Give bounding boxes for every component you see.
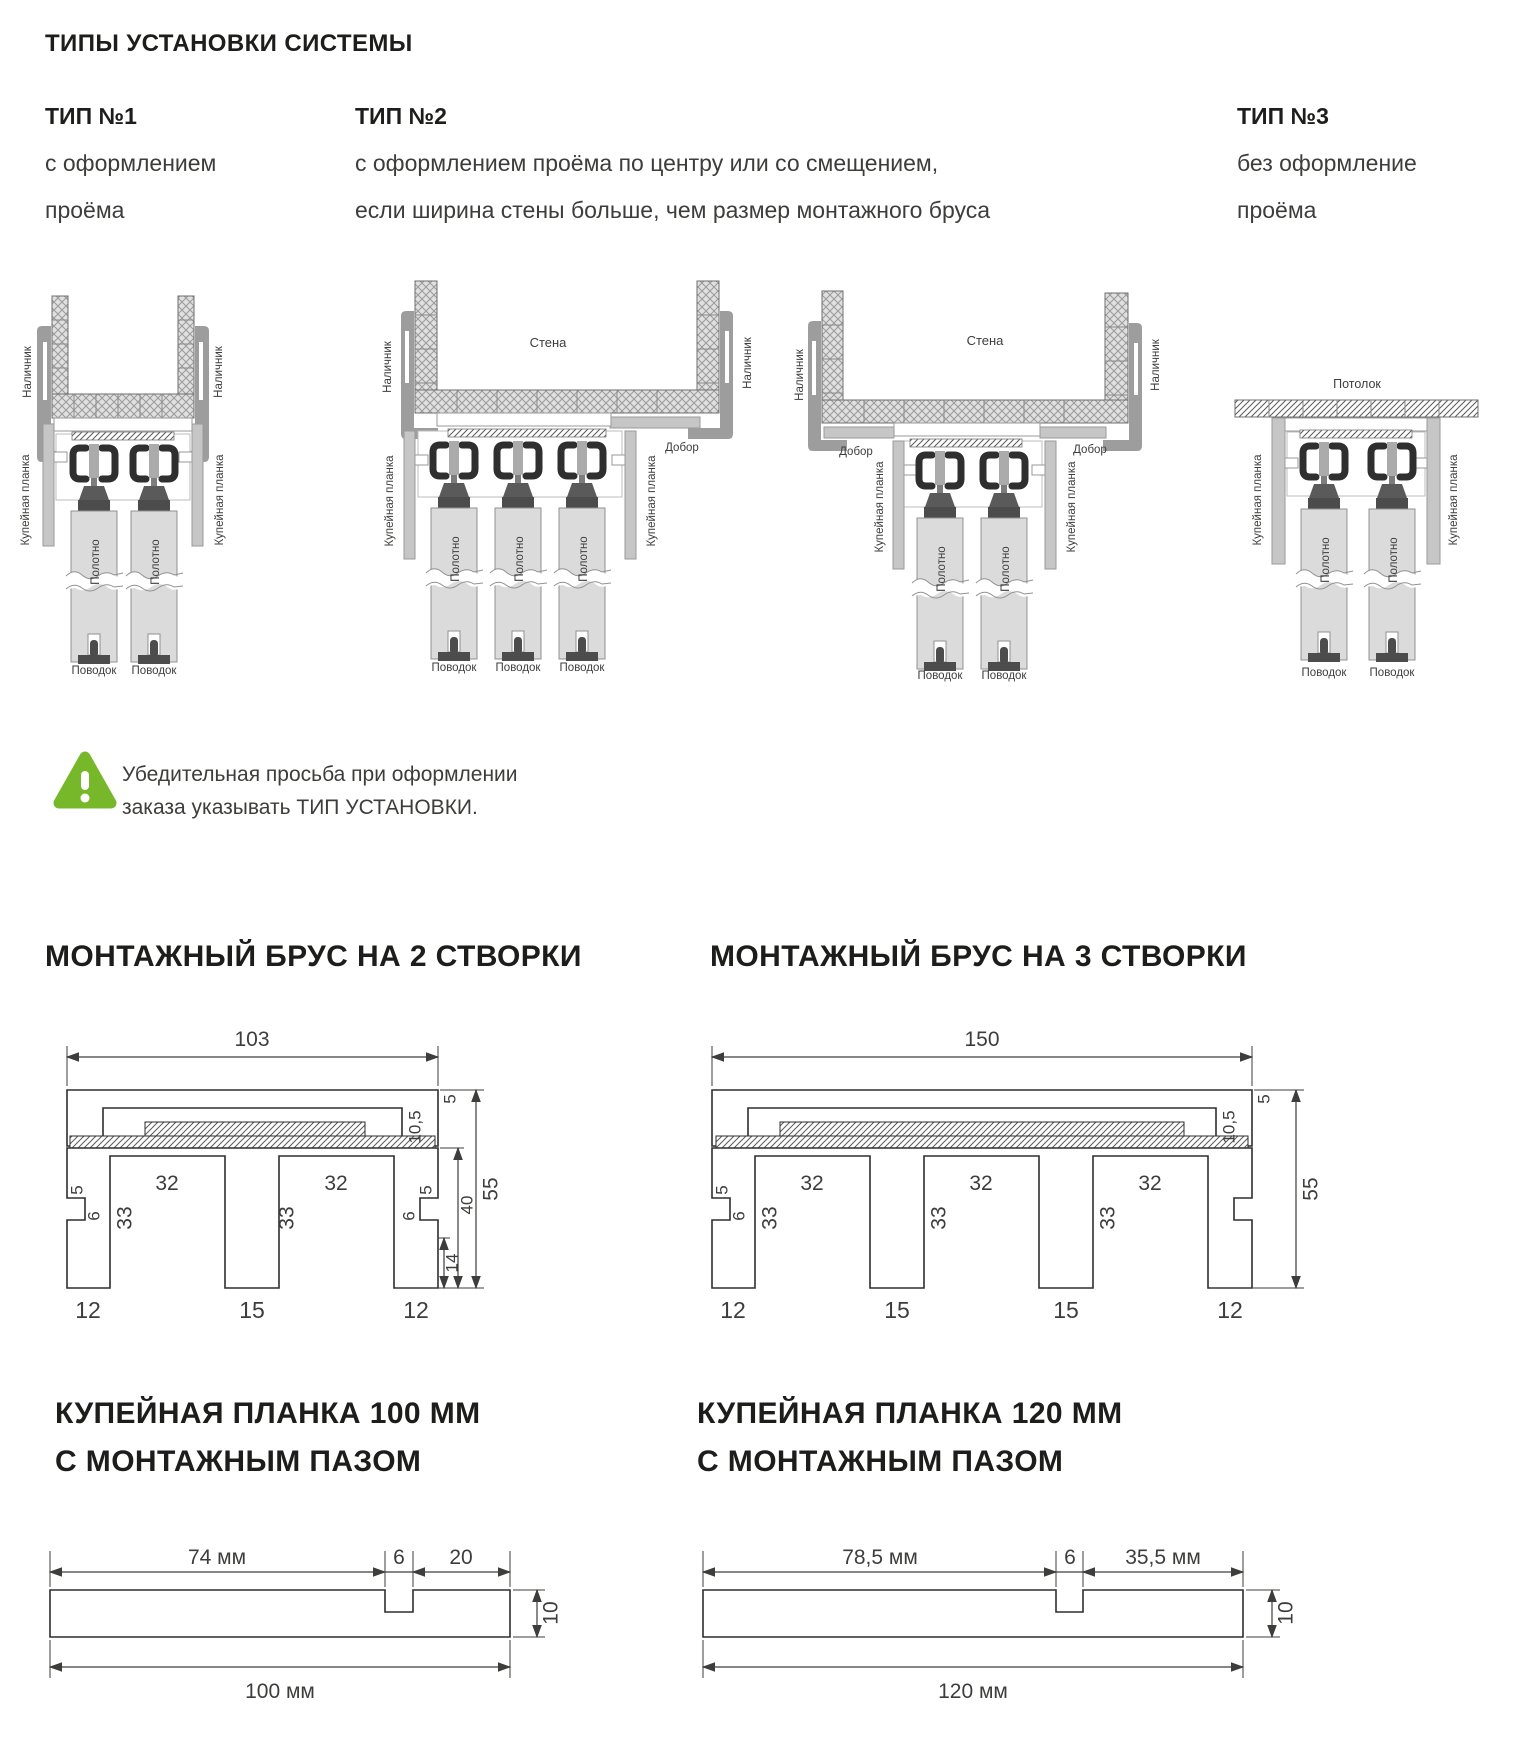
diagram-type2-offset bbox=[790, 255, 1175, 685]
dim-leg-left: 12 bbox=[75, 1297, 101, 1323]
kupe-strip-left bbox=[893, 441, 904, 569]
door-unit bbox=[490, 441, 547, 661]
dim-depth-2: 33 bbox=[927, 1206, 951, 1230]
brus2-drawing bbox=[40, 1000, 560, 1340]
type-2-block bbox=[355, 103, 1095, 234]
fixing-tab-right bbox=[179, 452, 192, 462]
nalichnik-label: Наличник bbox=[213, 346, 226, 398]
kupe-planka-label: Купейная планка bbox=[1066, 461, 1079, 553]
warning-icon bbox=[52, 750, 118, 816]
door-unit bbox=[1364, 442, 1421, 662]
planka120-heading bbox=[697, 1390, 1123, 1486]
dim-groove: 6 bbox=[1064, 1546, 1076, 1569]
mechanism-housing bbox=[902, 441, 1042, 507]
nalichnik-label: Наличник bbox=[1150, 339, 1163, 391]
povodok-label: Поводок bbox=[495, 662, 541, 674]
kupe-strip-right bbox=[1427, 418, 1440, 564]
kupe-planka-label: Купейная планка bbox=[384, 455, 397, 547]
door-unit bbox=[426, 441, 483, 661]
brus3-drawing bbox=[648, 1000, 1348, 1340]
planka120-heading-line1: КУПЕЙНАЯ ПЛАНКА 120 ММ bbox=[697, 1397, 1123, 1430]
dim-channel-3: 32 bbox=[1138, 1172, 1162, 1195]
nalichnik-label: Наличник bbox=[794, 349, 807, 401]
fixing-tab-right bbox=[1032, 465, 1045, 475]
fixing-tab-left bbox=[54, 452, 67, 462]
povodok-label: Поводок bbox=[1369, 667, 1415, 679]
diagram-type3 bbox=[1230, 330, 1510, 690]
wall-section bbox=[415, 281, 719, 413]
kupe-planka-label: Купейная планка bbox=[1252, 454, 1265, 546]
type-1-description bbox=[45, 140, 325, 234]
planka100-drawing bbox=[40, 1545, 600, 1735]
kupe-strip-right bbox=[1045, 441, 1056, 569]
dim-step: 10,5 bbox=[1219, 1110, 1239, 1144]
dim-plate: 5 bbox=[440, 1094, 460, 1104]
kupe-strip-right bbox=[625, 431, 636, 559]
door-unit bbox=[1296, 442, 1353, 662]
dim-right: 20 bbox=[449, 1546, 473, 1569]
povodok-label: Поводок bbox=[71, 665, 117, 677]
type-2-heading: ТИП №2 bbox=[355, 103, 447, 129]
type-1-heading: ТИП №1 bbox=[45, 103, 137, 129]
dim-depth-right: 33 bbox=[275, 1206, 299, 1230]
dim-notch-h: 6 bbox=[399, 1211, 419, 1221]
door-unit bbox=[976, 451, 1033, 671]
warning-line2: заказа указывать ТИП УСТАНОВКИ. bbox=[122, 796, 478, 819]
dobor-strip-left bbox=[824, 427, 894, 438]
dim-total-height: 55 bbox=[1299, 1177, 1323, 1201]
fixing-tab-right bbox=[612, 455, 625, 465]
dim-depth-left: 33 bbox=[113, 1206, 137, 1230]
brus2-heading: МОНТАЖНЫЙ БРУС НА 2 СТВОРКИ bbox=[45, 940, 582, 973]
dim-total: 120 мм bbox=[938, 1680, 1008, 1703]
povodok-label: Поводок bbox=[917, 670, 963, 682]
dim-total: 100 мм bbox=[245, 1680, 315, 1703]
dobor-strip-right bbox=[1040, 427, 1106, 438]
door-unit bbox=[554, 441, 611, 661]
dim-total-width: 150 bbox=[964, 1028, 1000, 1051]
nalichnik-label: Наличник bbox=[742, 337, 755, 389]
wall-section bbox=[822, 291, 1128, 423]
type-1-desc-line2: проёма bbox=[45, 197, 125, 223]
povodok-label: Поводок bbox=[981, 670, 1027, 682]
dim-body-height: 40 bbox=[457, 1195, 477, 1215]
kupe-planka-label: Купейная планка bbox=[1448, 454, 1461, 546]
dim-channel-right: 32 bbox=[324, 1172, 348, 1195]
track-plate bbox=[437, 413, 611, 426]
exclamation-bar bbox=[81, 771, 89, 790]
warning-line1: Убедительная просьба при оформлении bbox=[122, 763, 518, 786]
type-1-block bbox=[45, 103, 325, 234]
dim-step: 10,5 bbox=[405, 1110, 425, 1144]
dim-right: 35,5 мм bbox=[1125, 1546, 1201, 1569]
diagram-type1 bbox=[10, 258, 240, 683]
type-1-desc-line1: с оформлением bbox=[45, 150, 217, 176]
planka100-profile bbox=[50, 1590, 510, 1637]
nalichnik-label: Наличник bbox=[382, 341, 395, 393]
dim-notch-h: 6 bbox=[84, 1211, 104, 1221]
dim-channel-2: 32 bbox=[969, 1172, 993, 1195]
kupe-planka-label: Купейная планка bbox=[214, 454, 227, 546]
nalichnik-label: Наличник bbox=[22, 346, 35, 398]
dim-thickness: 10 bbox=[1274, 1601, 1298, 1625]
planka120-profile bbox=[703, 1590, 1243, 1637]
type-2-desc-line2: если ширина стены больше, чем размер монтажного бруса bbox=[355, 197, 991, 223]
dobor-label: Добор bbox=[665, 442, 699, 454]
povodok-label: Поводок bbox=[559, 662, 605, 674]
stena-label: Стена bbox=[966, 333, 1004, 348]
dim-leg-left: 12 bbox=[720, 1297, 746, 1323]
dim-left: 74 мм bbox=[187, 1546, 247, 1569]
wall-section bbox=[52, 296, 194, 418]
type-2-desc-line1: с оформлением проёма по центру или со смещением, bbox=[355, 150, 939, 176]
mount-groove-strip bbox=[72, 432, 174, 440]
warning-text bbox=[122, 758, 518, 824]
povodok-label: Поводок bbox=[1301, 667, 1347, 679]
kupe-strip-right bbox=[192, 424, 203, 546]
povodok-label: Поводок bbox=[431, 662, 477, 674]
kupe-planka-label: Купейная планка bbox=[874, 461, 887, 553]
dim-notch-w: 5 bbox=[67, 1185, 87, 1195]
dim-groove: 6 bbox=[393, 1546, 405, 1569]
kupe-planka-label: Купейная планка bbox=[646, 455, 659, 547]
page-title: ТИПЫ УСТАНОВКИ СИСТЕМЫ bbox=[45, 30, 413, 57]
door-unit bbox=[66, 444, 123, 664]
dim-depth-1: 33 bbox=[758, 1206, 782, 1230]
dim-foot: 14 bbox=[442, 1253, 462, 1273]
mount-groove-strip bbox=[448, 429, 606, 437]
planka120-heading-line2: С МОНТАЖНЫМ ПАЗОМ bbox=[697, 1445, 1064, 1478]
brus2-profile bbox=[67, 1090, 438, 1288]
fixing-tab-left bbox=[1285, 458, 1298, 468]
mount-groove-strip bbox=[1300, 430, 1412, 438]
type-2-description bbox=[355, 140, 1095, 234]
dim-channel-1: 32 bbox=[800, 1172, 824, 1195]
dim-leg-mid1: 15 bbox=[884, 1297, 910, 1323]
type-3-description bbox=[1237, 140, 1517, 234]
dim-leg-right: 12 bbox=[1217, 1297, 1243, 1323]
mechanism-housing bbox=[1287, 432, 1425, 496]
track-plate bbox=[894, 423, 1040, 436]
dobor-label: Добор bbox=[1073, 444, 1107, 456]
dim-depth-3: 33 bbox=[1096, 1206, 1120, 1230]
type-3-desc-line1: без оформление bbox=[1237, 150, 1417, 176]
kupe-planka-label: Купейная планка bbox=[20, 454, 33, 546]
planka100-heading bbox=[55, 1390, 481, 1486]
diagram-type2-center bbox=[330, 255, 770, 685]
dim-leg-mid2: 15 bbox=[1053, 1297, 1079, 1323]
kupe-strip-left bbox=[1272, 418, 1285, 564]
dim-notch-w: 5 bbox=[416, 1185, 436, 1195]
fixing-tab-left bbox=[904, 465, 917, 475]
ceiling-section bbox=[1235, 400, 1478, 417]
dim-notch-w: 5 bbox=[712, 1185, 732, 1195]
dim-total-width: 103 bbox=[234, 1028, 270, 1051]
door-unit bbox=[912, 451, 969, 671]
kupe-strip-left bbox=[43, 424, 54, 546]
dim-total-height: 55 bbox=[479, 1177, 503, 1201]
type-3-block bbox=[1237, 103, 1517, 234]
planka100-heading-line1: КУПЕЙНАЯ ПЛАНКА 100 ММ bbox=[55, 1397, 481, 1430]
dobor-strip bbox=[610, 417, 700, 428]
planka120-drawing bbox=[690, 1545, 1320, 1735]
dim-leg-mid: 15 bbox=[239, 1297, 265, 1323]
dim-left: 78,5 мм bbox=[842, 1546, 918, 1569]
planka100-heading-line2: С МОНТАЖНЫМ ПАЗОМ bbox=[55, 1445, 422, 1478]
type-3-desc-line2: проёма bbox=[1237, 197, 1317, 223]
potolok-label: Потолок bbox=[1333, 377, 1381, 391]
stena-label: Стена bbox=[529, 335, 567, 350]
exclamation-dot bbox=[81, 794, 90, 803]
track-plate bbox=[54, 418, 192, 431]
type-3-heading: ТИП №3 bbox=[1237, 103, 1329, 129]
track-plate bbox=[1280, 418, 1432, 431]
dim-thickness: 10 bbox=[539, 1601, 563, 1625]
brus3-heading: МОНТАЖНЫЙ БРУС НА 3 СТВОРКИ bbox=[710, 940, 1247, 973]
dim-plate: 5 bbox=[1254, 1094, 1274, 1104]
mount-groove-strip bbox=[910, 439, 1022, 447]
fixing-tab-left bbox=[415, 455, 428, 465]
dim-leg-right: 12 bbox=[403, 1297, 429, 1323]
dim-channel-left: 32 bbox=[155, 1172, 179, 1195]
door-unit bbox=[126, 444, 183, 664]
povodok-label: Поводок bbox=[131, 665, 177, 677]
kupe-strip-left bbox=[404, 431, 415, 559]
dim-notch-h: 6 bbox=[729, 1211, 749, 1221]
dobor-label: Добор bbox=[839, 446, 873, 458]
